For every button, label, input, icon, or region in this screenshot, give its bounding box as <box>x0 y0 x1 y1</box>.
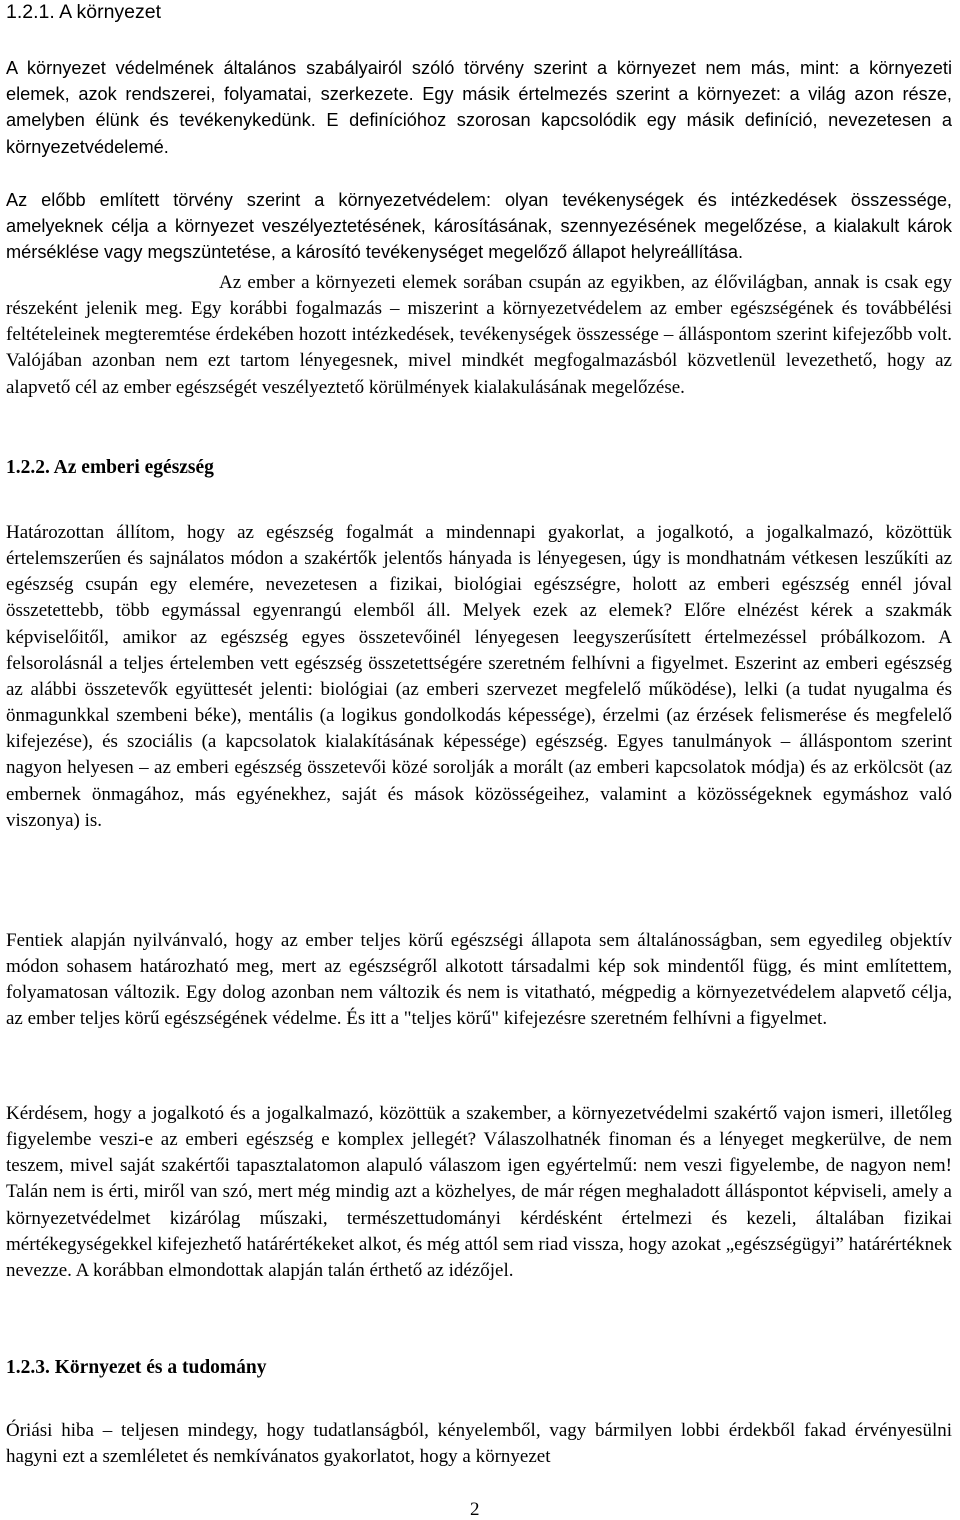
section-heading-environment-and-science: 1.2.3. Környezet és a tudomány <box>6 1357 267 1378</box>
paragraph-expert-question: Kérdésem, hogy a jogalkotó és a jogalkalmazó, közöttük a szakember, a környezetvédelmi szakértő vajon ismeri, illetőleg figyelembe veszi-e az emberi egészség e komplex jellegét? Válaszolhatnék finoman és a lényeget megkerülve, de nem teszem, mivel saját szakértői tapasztalatomon alapuló válaszom igen egyértelmű: nem veszi figyelembe, de nagyon nem! Talán nem is érti, miről van szó, mert még mindig azt a közhelyes, de már régen meghaladott álláspontot képviseli, amely a környezetvédelmet kizárólag műszaki, természettudományi kérdésként értelmezi és kezeli, általában fizikai mértékegységekkel kifejezhető határértékeket alkot, és még attól sem riad vissza, hogy azokat „egészségügyi” határértéknek nevezze. A korábban elmondottak alapján talán érthető az idézőjel. <box>6 1103 952 1281</box>
page-number: 2 <box>470 1499 480 1520</box>
section-heading-environment: 1.2.1. A környezet <box>6 1 162 23</box>
paragraph-great-mistake: Óriási hiba – teljesen mindegy, hogy tudatlanságból, kényelemből, vagy bármilyen lobbi érdekből fakad érvényesülni hagyni ezt a szemléletet és nemkívánatos gyakorlatot, hogy a környezet <box>6 1420 952 1468</box>
paragraph-human-in-environment: Az ember a környezeti elemek sorában csupán az egyikben, az élővilágban, annak is csak egy részeként jelenik meg. Egy korábbi fogalmazás – miszerint a környezetvédelem az ember egészségének és továbbélési feltételeinek megteremtése érdekében hozott intézkedések, tevékenységek összessége – álláspontom szerint kifejezőbb volt. Valójában azonban nem ezt tartom lényegesnek, mivel mindkét megfogalmazásból közvetlenül levezethető, hogy az alapvető cél az ember egészségét veszélyeztető körülmények kialakulásának megelőzése. <box>6 272 952 398</box>
paragraph-complete-health: Fentiek alapján nyilvánvaló, hogy az ember teljes körű egészségi állapota sem általánosságban, sem egyedileg objektív módon sohasem határozható meg, mert az egészségről alkotott társadalmi kép sok mindentől függ, és mint említettem, folyamatosan változik. Egy dolog azonban nem változik és nem is vitatható, mégpedig a környezetvédelem alapvető célja, az ember teljes körű egészségének védelme. És itt a "teljes körű" kifejezésre szeretném felhívni a figyelmet. <box>6 930 952 1030</box>
paragraph-environmental-protection-law: Az előbb említett törvény szerint a környezetvédelem: olyan tevékenységek és intézkedések összessége, amelyeknek célja a környezet veszélyeztetésének, károsításának, szennyezésének megelőzése, a kialakult károk mérséklése vagy megszüntetése, a károsító tevékenységet megelőző állapot helyreállítása. <box>6 190 952 263</box>
section-heading-human-health: 1.2.2. Az emberi egészség <box>6 457 214 478</box>
paragraph-health-components: Határozottan állítom, hogy az egészség fogalmát a mindennapi gyakorlat, a jogalkotó, a jogalkalmazó, közöttük értelemszerűen és sajnálatos módon a szakértők jelentős hányada is lényegesen, úgy is mondhatnám vétkesen leszűkíti az egészség csupán egy elemére, nevezetesen a fizikai, biológiai egészségre, holott az emberi egészség ennél jóval összetettebb, több egymással egyenrangú elemből áll. Melyek ezek az elemek? Előre elnézést kérek a szakmák képviselőitől, amikor az egészség egyes összetevőinél lényegesen leegyszerűsített értelmezéssel próbálkozom. A felsorolásnál a teljes értelemben vett egészség összetettségére szeretném felhívni a figyelmet. Eszerint az emberi egészség az alábbi összetevők együttesét jelenti: biológiai (az emberi szervezet megfelelő működése), lelki (a tudat nyugalma és önmagunkkal szembeni béke), mentális (a logikus gondolkodás képessége), érzelmi (az érzések felismerése és megfelelő kifejezése), és szociális (a kapcsolatok kialakításának képessége) egészség. Egyes tanulmányok – álláspontom szerint nagyon helyesen – az emberi egészség összetevői közé sorolják a morált (az emberi kapcsolatok módja) és az erkölcsöt (az embernek önmagához, más egyénekhez, saját és mások közösségeihez, valamint a közösségeknek egymáshoz való viszonya) is. <box>6 522 952 831</box>
paragraph-environment-definition: A környezet védelmének általános szabályairól szóló törvény szerint a környezet nem más, mint: a környezeti elemek, azok rendszerei, folyamatai, szerkezete. Egy másik értelmezés szerint a környezet: a világ azon része, amelyben élünk és tevékenykedünk. E definícióhoz szorosan kapcsolódik egy másik definíció, nevezetesen a környezetvédelemé. <box>6 58 952 157</box>
